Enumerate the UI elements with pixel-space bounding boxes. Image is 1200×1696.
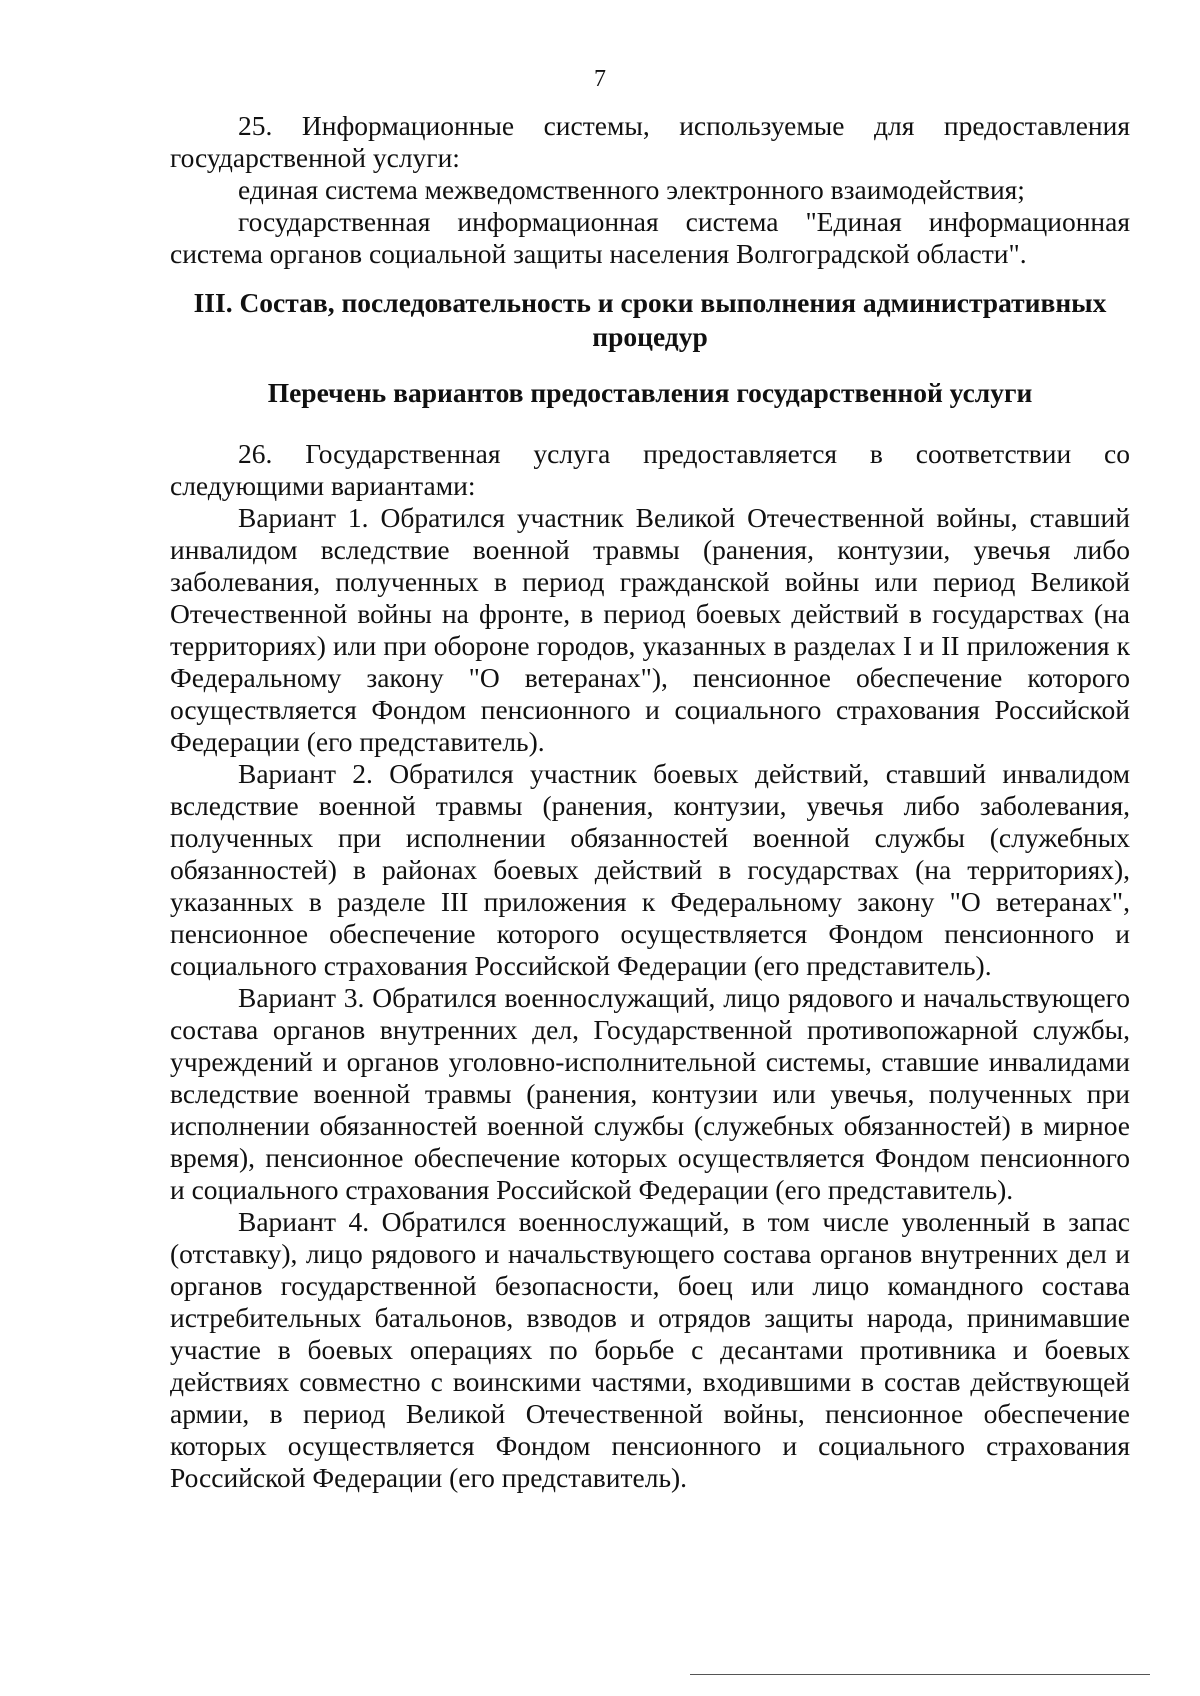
paragraph-25-item-1: единая система межведомственного электронного взаимодействия; [238,174,1025,205]
section-26 [170,438,1130,1494]
paragraph-25-item-2: государственная информационная система "Единая информационная система органов социальной защиты населения Волгоградской области". [170,206,1130,269]
paragraph-variant-1: Вариант 1. Обратился участник Великой Отечественной войны, ставший инвалидом вследствие военной травмы (ранения, контузии, увечья либо заболевания, полученных в период гражданской войны или период Великой Отечественной войны на фронте, в период боевых действий в государствах (на территориях) или при обороне городов, указанных в разделах I и II приложения к Федеральному закону "О ветеранах"), пенсионное обеспечение которого осуществляется Фондом пенсионного и социального страхования Российской Федерации (его представитель). [170,502,1130,757]
bottom-divider [690,1674,1150,1675]
paragraph-variant-2: Вариант 2. Обратился участник боевых действий, ставший инвалидом вследствие военной травмы (ранения, контузии, увечья либо заболевания, полученных при исполнении обязанностей военной службы (служебных обязанностей) в районах боевых действий в государствах (на территориях), указанных в разделе III приложения к Федеральному закону "О ветеранах", пенсионное обеспечение которого осуществляется Фондом пенсионного и социального страхования Российской Федерации (его представитель). [170,758,1130,981]
paragraph-25-intro: 25. Информационные системы, используемые для предоставления государственной услуги: [170,110,1130,173]
subsection-heading: Перечень вариантов предоставления государственной услуги [267,377,1033,408]
paragraph-26-intro: 26. Государственная услуга предоставляется в соответствии со следующими вариантами: [170,438,1130,501]
paragraph-variant-3: Вариант 3. Обратился военнослужащий, лицо рядового и начальствующего состава органов внутренних дел, Государственной противопожарной службы, учреждений и органов уголовно-исполнительной системы, ставшие инвалидами вследствие военной травмы (ранения, контузии или увечья, полученных при исполнении обязанностей военной службы (служебных обязанностей) в мирное время), пенсионное обеспечение которых осуществляется Фондом пенсионного и социального страхования Российской Федерации (его представитель). [170,982,1130,1205]
paragraph-variant-4: Вариант 4. Обратился военнослужащий, в том числе уволенный в запас (отставку), лицо рядового и начальствующего состава органов внутренних дел и органов государственной безопасности, боец или лицо командного состава истребительных батальонов, взводов и отрядов защиты народа, принимавшие участие в боевых операциях по борьбе с десантами противника и боевых действиях совместно с воинскими частями, входившими в состав действующей армии, в период Великой Отечественной войны, пенсионное обеспечение которых осуществляется Фондом пенсионного и социального страхования Российской Федерации (его представитель). [170,1206,1130,1493]
section-25 [170,110,1130,270]
page-number: 7 [594,66,606,92]
section-heading-iii: III. Состав, последовательность и сроки выполнения административных процедур [193,287,1107,352]
